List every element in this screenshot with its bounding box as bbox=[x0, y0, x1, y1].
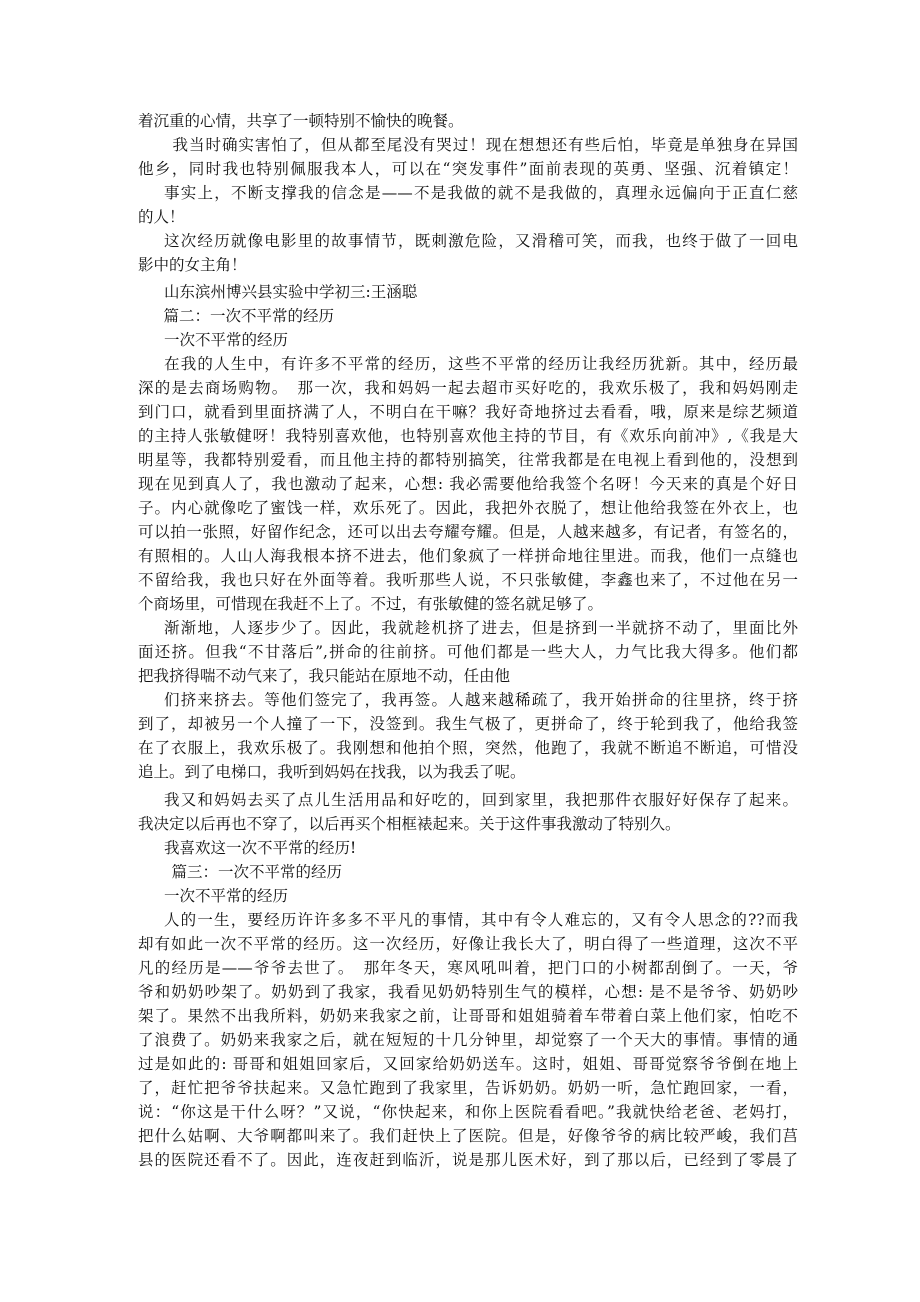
text-line: 到门口，就看到里面挤满了人，不明白在干嘛？我好奇地挤过去看看，哦，原来是综艺频道 bbox=[138, 403, 798, 421]
text-line: 到了，却被另一个人撞了一下，没签到。我生气极了，更拼命了，终于轮到我了，他给我签 bbox=[138, 715, 798, 733]
text-line: 可以拍一张照，好留作纪念，还可以出去夸耀夸耀。但是，人越来越多，有记者，有签名的， bbox=[138, 523, 798, 541]
text-line: 却有如此一次不平常的经历。这一次经历，好像让我长大了，明白得了一些道理，这次不平 bbox=[138, 935, 798, 953]
text-line: 把什么姑啊、大爷啊都叫来了。我们赶快上了医院。但是，好像爷爷的病比较严峻，我们莒 bbox=[138, 1127, 798, 1145]
text-line: 面还挤。但我“不甘落后”,拼命的往前挤。可他们都是一些大人，力气比我大得多。他们都 bbox=[138, 643, 798, 661]
text-line: 个商场里，可惜现在我赶不上了。不过，有张敏健的签名就足够了。 bbox=[138, 595, 604, 613]
text-line: 影中的女主角！ bbox=[138, 256, 247, 274]
text-line: 的主持人张敏健呀！我特别喜欢他，也特别喜欢他主持的节目，有《欢乐向前冲》,《我是大 bbox=[138, 427, 798, 445]
text-line: 这次经历就像电影里的故事情节，既刺激危险，又滑稽可笑，而我，也终于做了一回电 bbox=[164, 232, 798, 250]
text-line: 他乡，同时我也特别佩服我本人，可以在“突发事件”面前表现的英勇、坚强、沉着镇定！ bbox=[138, 160, 798, 178]
text-line: 事实上，不断支撑我的信念是——不是我做的就不是我做的，真理永远偏向于正直仁慈 bbox=[164, 184, 798, 202]
text-line: 人的一生，要经历许许多多不平凡的事情，其中有令人难忘的，又有令人思念的??而我 bbox=[164, 911, 798, 929]
text-line: 明星等，我都特别爱看，而且他主持的都特别搞笑，往常我都是在电视上看到他的，没想到 bbox=[138, 451, 798, 469]
text-line: 爷和奶奶吵架了。奶奶到了我家，我看见奶奶特别生气的模样，心想: 是不是爷爷、奶奶吵 bbox=[138, 983, 798, 1001]
text-line: 说：“你这是干什么呀？”又说，“你快起来，和你上医院看看吧。”我就快给老爸、老妈打， bbox=[138, 1103, 798, 1121]
section-heading: 篇二：一次不平常的经历 bbox=[148, 307, 335, 325]
text-line: 在了衣服上，我欢乐极了。我刚想和他拍个照，突然，他跑了，我就不断追不断追，可惜没 bbox=[138, 739, 798, 757]
text-line: 架了。果然不出我所料，奶奶来我家之前，让哥哥和姐姐骑着车带着白菜上他们家，怕吃不 bbox=[138, 1007, 798, 1025]
text-line: 山东滨州博兴县实验中学初三:王涵聪 bbox=[164, 283, 418, 301]
text-line: 我喜欢这一次不平常的经历! bbox=[164, 839, 357, 857]
text-line: 过是如此的: 哥哥和姐姐回家后，又回家给奶奶送车。这时，姐姐、哥哥觉察爷爷倒在地上 bbox=[138, 1055, 798, 1073]
text-line: 不留给我，我也只好在外面等着。我听那些人说，不只张敏健，李鑫也来了，不过他在另一 bbox=[138, 571, 798, 589]
text-line: 我当时确实害怕了，但从都至尾没有哭过！现在想想还有些后怕，毕竟是单独身在异国 bbox=[156, 136, 798, 154]
text-line: 我又和妈妈去买了点儿生活用品和好吃的，回到家里，我把那件衣服好好保存了起来。 bbox=[164, 791, 798, 809]
text-line: 的人！ bbox=[138, 208, 185, 226]
text-line: 有照相的。人山人海我根本挤不进去，他们象疯了一样拼命地往里进。而我，他们一点缝也 bbox=[138, 547, 798, 565]
section-title: 一次不平常的经历 bbox=[164, 887, 289, 905]
text-line: 了浪费了。奶奶来我家之后，就在短短的十几分钟里，却觉察了一个天大的事情。事情的通 bbox=[138, 1031, 798, 1049]
section-heading: 篇三：一次不平常的经历 bbox=[156, 863, 343, 881]
text-line: 在我的人生中，有许多不平常的经历，这些不平常的经历让我经历犹新。其中，经历最 bbox=[164, 355, 798, 373]
text-line: 现在见到真人了，我也激动了起来，心想: 我必需要他给我签个名呀！今天来的真是个好日 bbox=[138, 475, 798, 493]
text-line: 着沉重的心情，共享了一顿特别不愉快的晚餐。 bbox=[138, 112, 464, 130]
text-line: 们挤来挤去。等他们签完了，我再签。人越来越稀疏了，我开始拼命的往里挤，终于挤 bbox=[164, 691, 798, 709]
text-line: 县的医院还看不了。因此，连夜赶到临沂，说是那儿医术好，到了那以后，已经到了零晨了 bbox=[138, 1151, 798, 1169]
text-line: 把我挤得喘不动气来了，我只能站在原地不动，任由他 bbox=[138, 667, 511, 685]
text-line: 了，赶忙把爷爷扶起来。又急忙跑到了我家里，告诉奶奶。奶奶一听，急忙跑回家，一看， bbox=[138, 1079, 798, 1097]
text-line: 我决定以后再也不穿了，以后再买个相框裱起来。关于这件事我激动了特别久。 bbox=[138, 815, 681, 833]
text-line: 凡的经历是——爷爷去世了。 那年冬天，寒风吼叫着，把门口的小树都刮倒了。一天，爷 bbox=[138, 959, 798, 977]
section-title: 一次不平常的经历 bbox=[164, 331, 289, 349]
text-line: 渐渐地，人逐步少了。因此，我就趁机挤了进去，但是挤到一半就挤不动了，里面比外 bbox=[164, 619, 798, 637]
text-line: 深的是去商场购物。 那一次，我和妈妈一起去超市买好吃的，我欢乐极了，我和妈妈刚走 bbox=[138, 379, 798, 397]
text-line: 追上。到了电梯口，我听到妈妈在找我，以为我丢了呢。 bbox=[138, 763, 526, 781]
text-line: 子。内心就像吃了蜜饯一样，欢乐死了。因此，我把外衣脱了，想让他给我签在外衣上，也 bbox=[138, 499, 798, 517]
